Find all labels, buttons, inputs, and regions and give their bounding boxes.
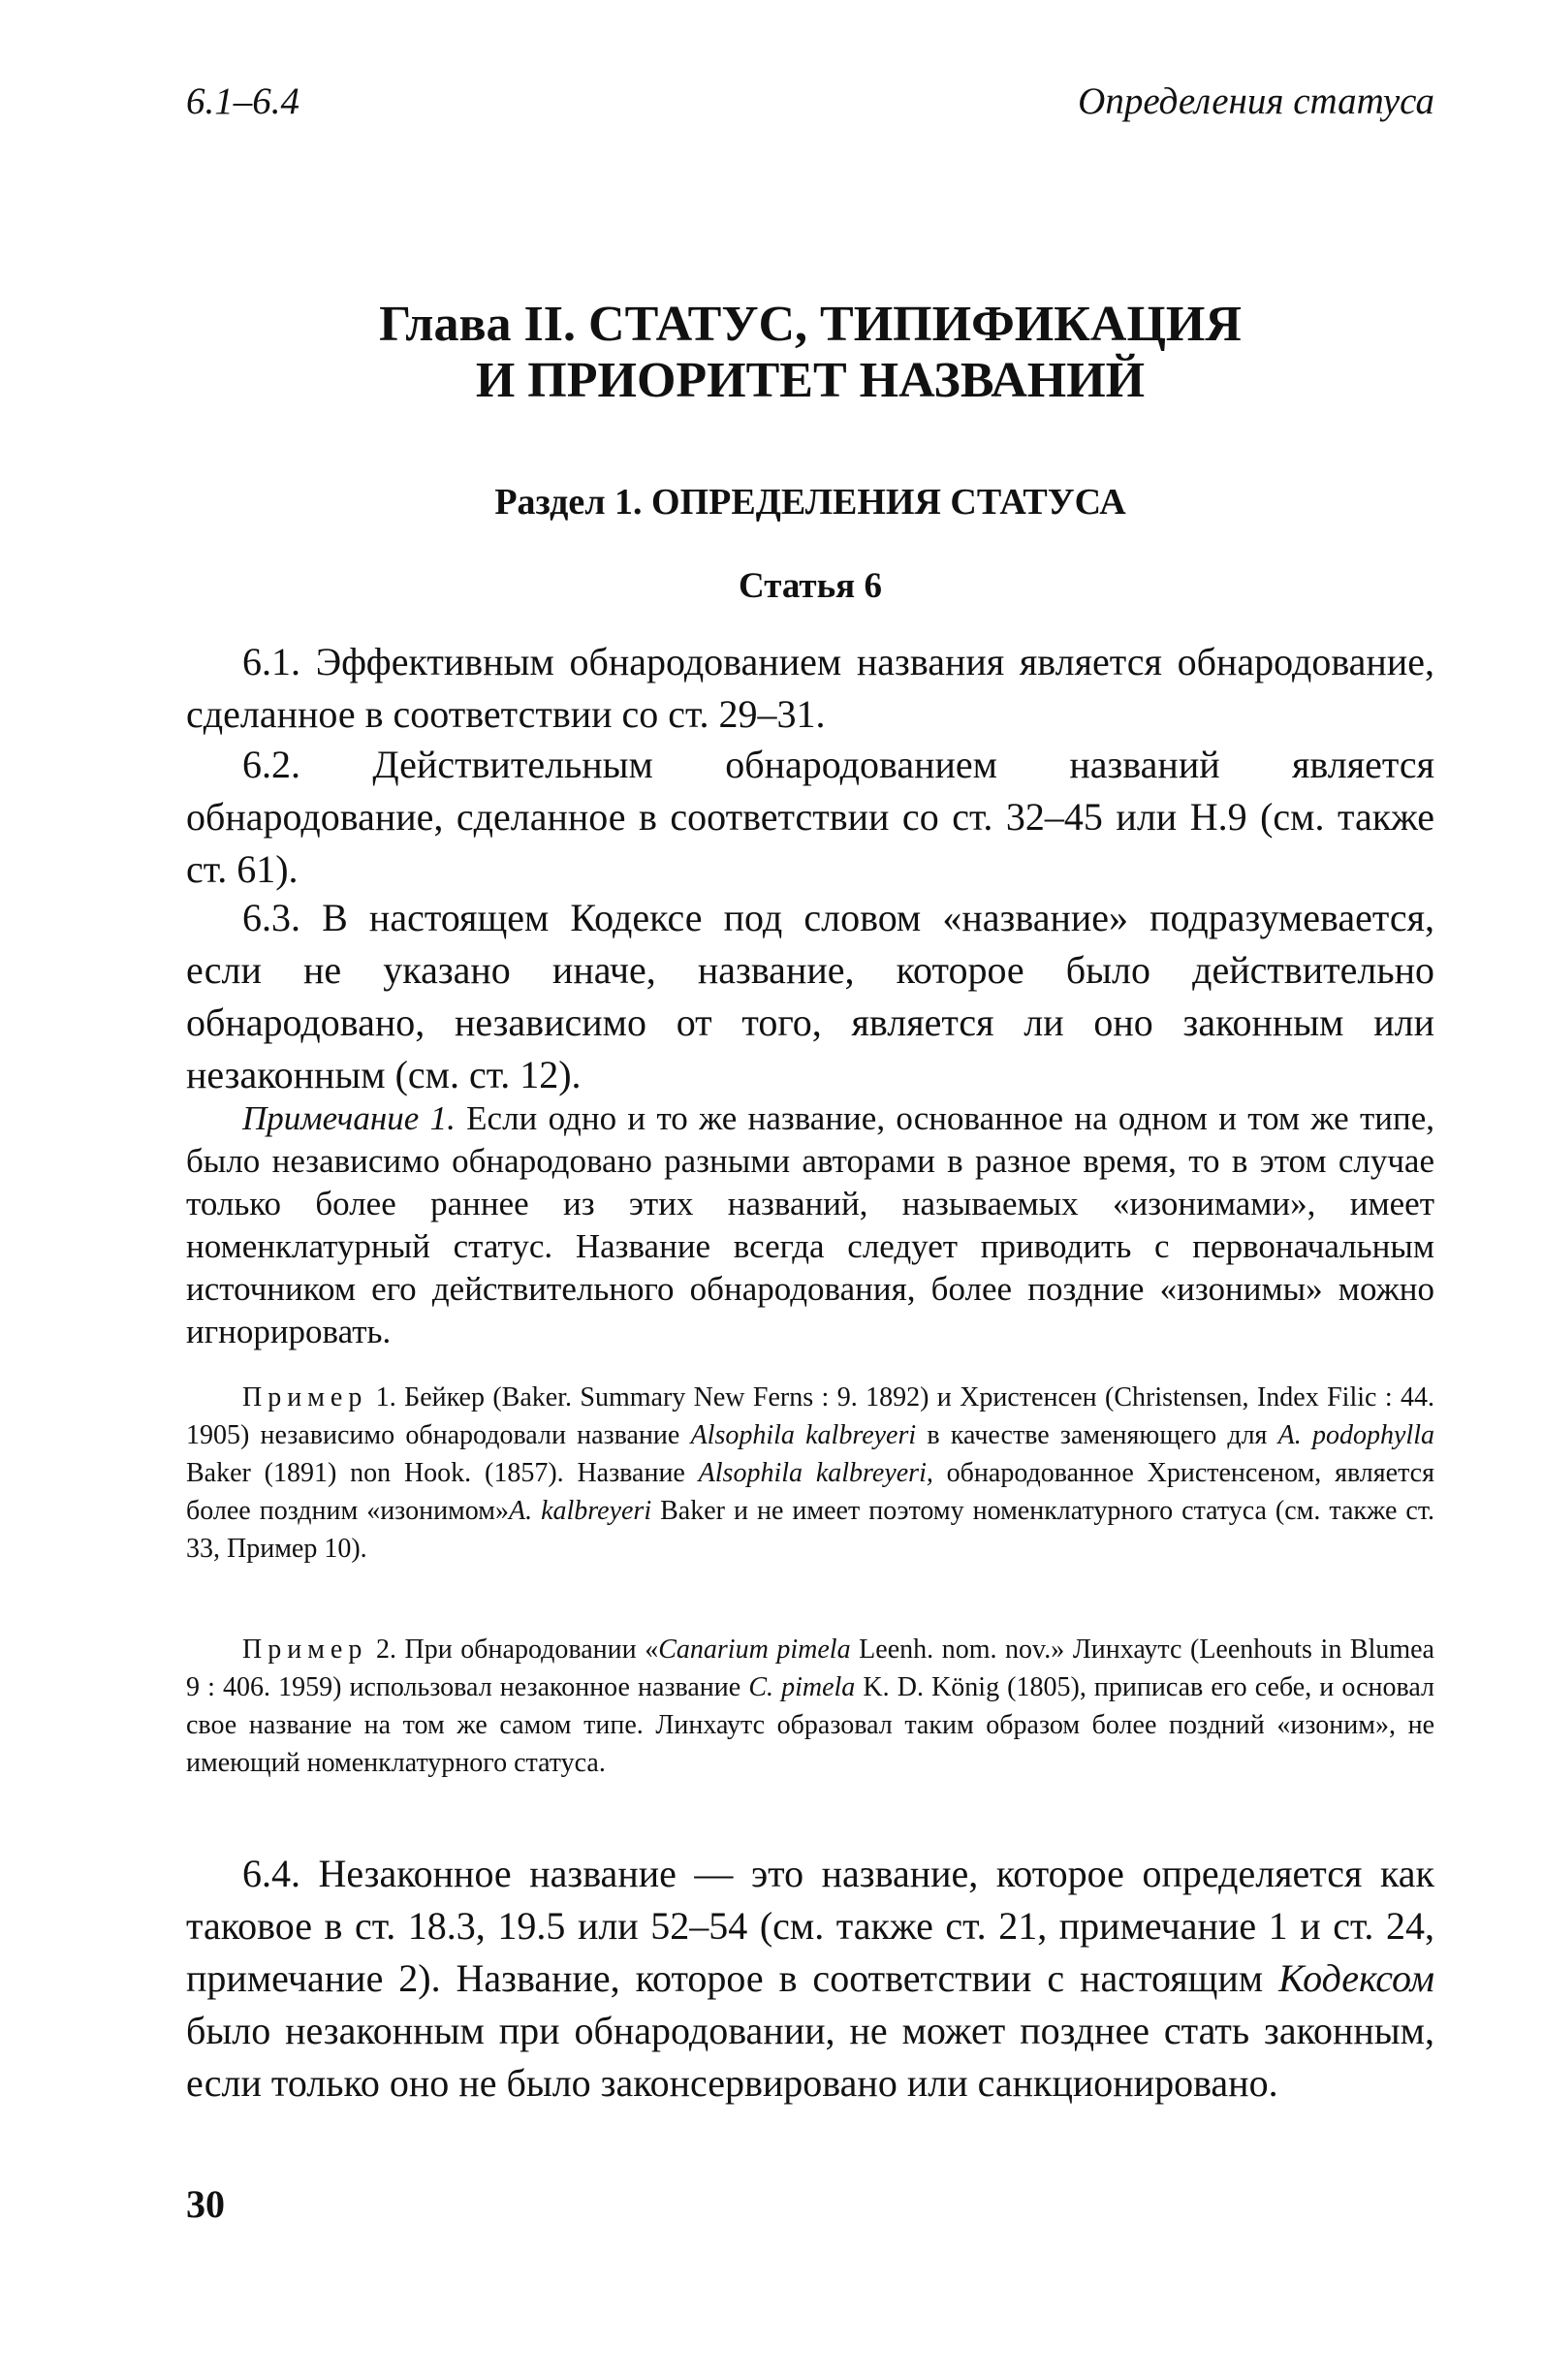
paragraph-6-2: 6.2. Действительным обнародованием названий является обнародование, сделанное в соответствии со ст. 32–45 или Н.9 (см. также ст. 61). xyxy=(186,743,1434,891)
example-2-taxon-2: C. pimela xyxy=(748,1672,856,1702)
example-1-taxon-2: A. podophylla xyxy=(1277,1420,1434,1450)
example-2-text-1: 2. При обнародовании « xyxy=(367,1634,659,1665)
chapter-title xyxy=(186,297,1434,409)
example-1-taxon-1: Alsophila kalbreyeri xyxy=(690,1420,917,1450)
paragraph-6-4-text-a: 6.4. Незаконное название — это название, которое определяется как таковое в ст. 18.3, 19.5 или 52–54 (см. также ст. 21, примечание 1 и ст. 24, примечание 2). Название, которое в соответствии с настоящим xyxy=(186,1852,1434,2000)
example-2-text-2: Leenh. nom. nov.» Линхаутс (Leenhouts in Blumea 9 : 406. 1959) использовал незаконное название xyxy=(186,1634,1434,1702)
example-1-label: Пример xyxy=(242,1382,368,1412)
example-1 xyxy=(186,1379,1434,1568)
example-2 xyxy=(186,1631,1434,1782)
running-title: Определения статуса xyxy=(1078,80,1434,122)
note-1 xyxy=(186,1097,1434,1353)
example-1-text-4: обнародованное Христенсеном, является более поздним «изонимом» xyxy=(186,1458,1434,1526)
paragraph-6-1: 6.1. Эффективным обнародованием названия является обнародование, сделанное в соответствии со ст. 29–31. xyxy=(186,640,1434,736)
running-head xyxy=(186,79,1434,128)
paragraph-6-4-text-b: было незаконным при обнародовании, не может позднее стать законным, если только оно не было законсервировано или санкционировано. xyxy=(186,2009,1434,2105)
note-1-label: Примечание 1. xyxy=(242,1099,456,1137)
note-1-text: Если одно и то же название, основанное на одном и том же типе, было независимо обнародовано разными авторами в разное время, то в этом случае только более раннее из этих названий, называемых «изонимами», имеет номенклатурный статус. Название всегда следует приводить с первоначальным источником его действительного обнародования, более поздние «изонимы» можно игнорировать. xyxy=(186,1099,1434,1350)
chapter-title-line-1: Глава II. СТАТУС, ТИПИФИКАЦИЯ xyxy=(379,297,1242,352)
paragraph-6-4 xyxy=(186,1848,1434,2110)
page-number: 30 xyxy=(186,2182,225,2226)
example-1-taxon-4: A. kalbreyeri xyxy=(508,1496,652,1526)
example-1-text-2: в качестве заменяющего для xyxy=(916,1420,1278,1450)
example-1-taxon-3: Alsophila kalbreyeri, xyxy=(698,1458,933,1488)
example-1-text-1: 1. Бейкер (Baker. Summary New Ferns : 9. 1892) и Христенсен (Christensen, Index Filic : 44. 1905) независимо обнародовали название xyxy=(186,1382,1434,1450)
section-range: 6.1–6.4 xyxy=(186,80,299,122)
chapter-title-line-2: И ПРИОРИТЕТ НАЗВАНИЙ xyxy=(475,353,1146,408)
example-1-text-5: Baker и не имеет поэтому номенклатурного статуса (см. также ст. 33, Пример 10). xyxy=(186,1496,1434,1564)
example-2-text-3: K. D. König (1805), приписав его себе, и основал свое название на том же самом типе. Линхаутс образовал таким образом более поздний «изоним», не имеющий номенклатурного статуса. xyxy=(186,1672,1435,1778)
paragraph-6-4-code-word: Кодексом xyxy=(1278,1956,1434,2000)
section-title: Раздел 1. ОПРЕДЕЛЕНИЯ СТАТУСА xyxy=(494,482,1126,523)
example-2-label: Пример xyxy=(242,1634,368,1665)
article-title: Статья 6 xyxy=(739,566,882,606)
paragraph-6-3: 6.3. В настоящем Кодексе под словом «название» подразумевается, если не указано иначе, название, которое было действительно обнародовано, независимо от того, является ли оно законным или незаконным (см. ст. 12). xyxy=(186,896,1434,1096)
example-2-taxon-1: Canarium pimela xyxy=(658,1634,851,1665)
example-1-text-3: Baker (1891) non Hook. (1857). Название xyxy=(186,1458,699,1488)
